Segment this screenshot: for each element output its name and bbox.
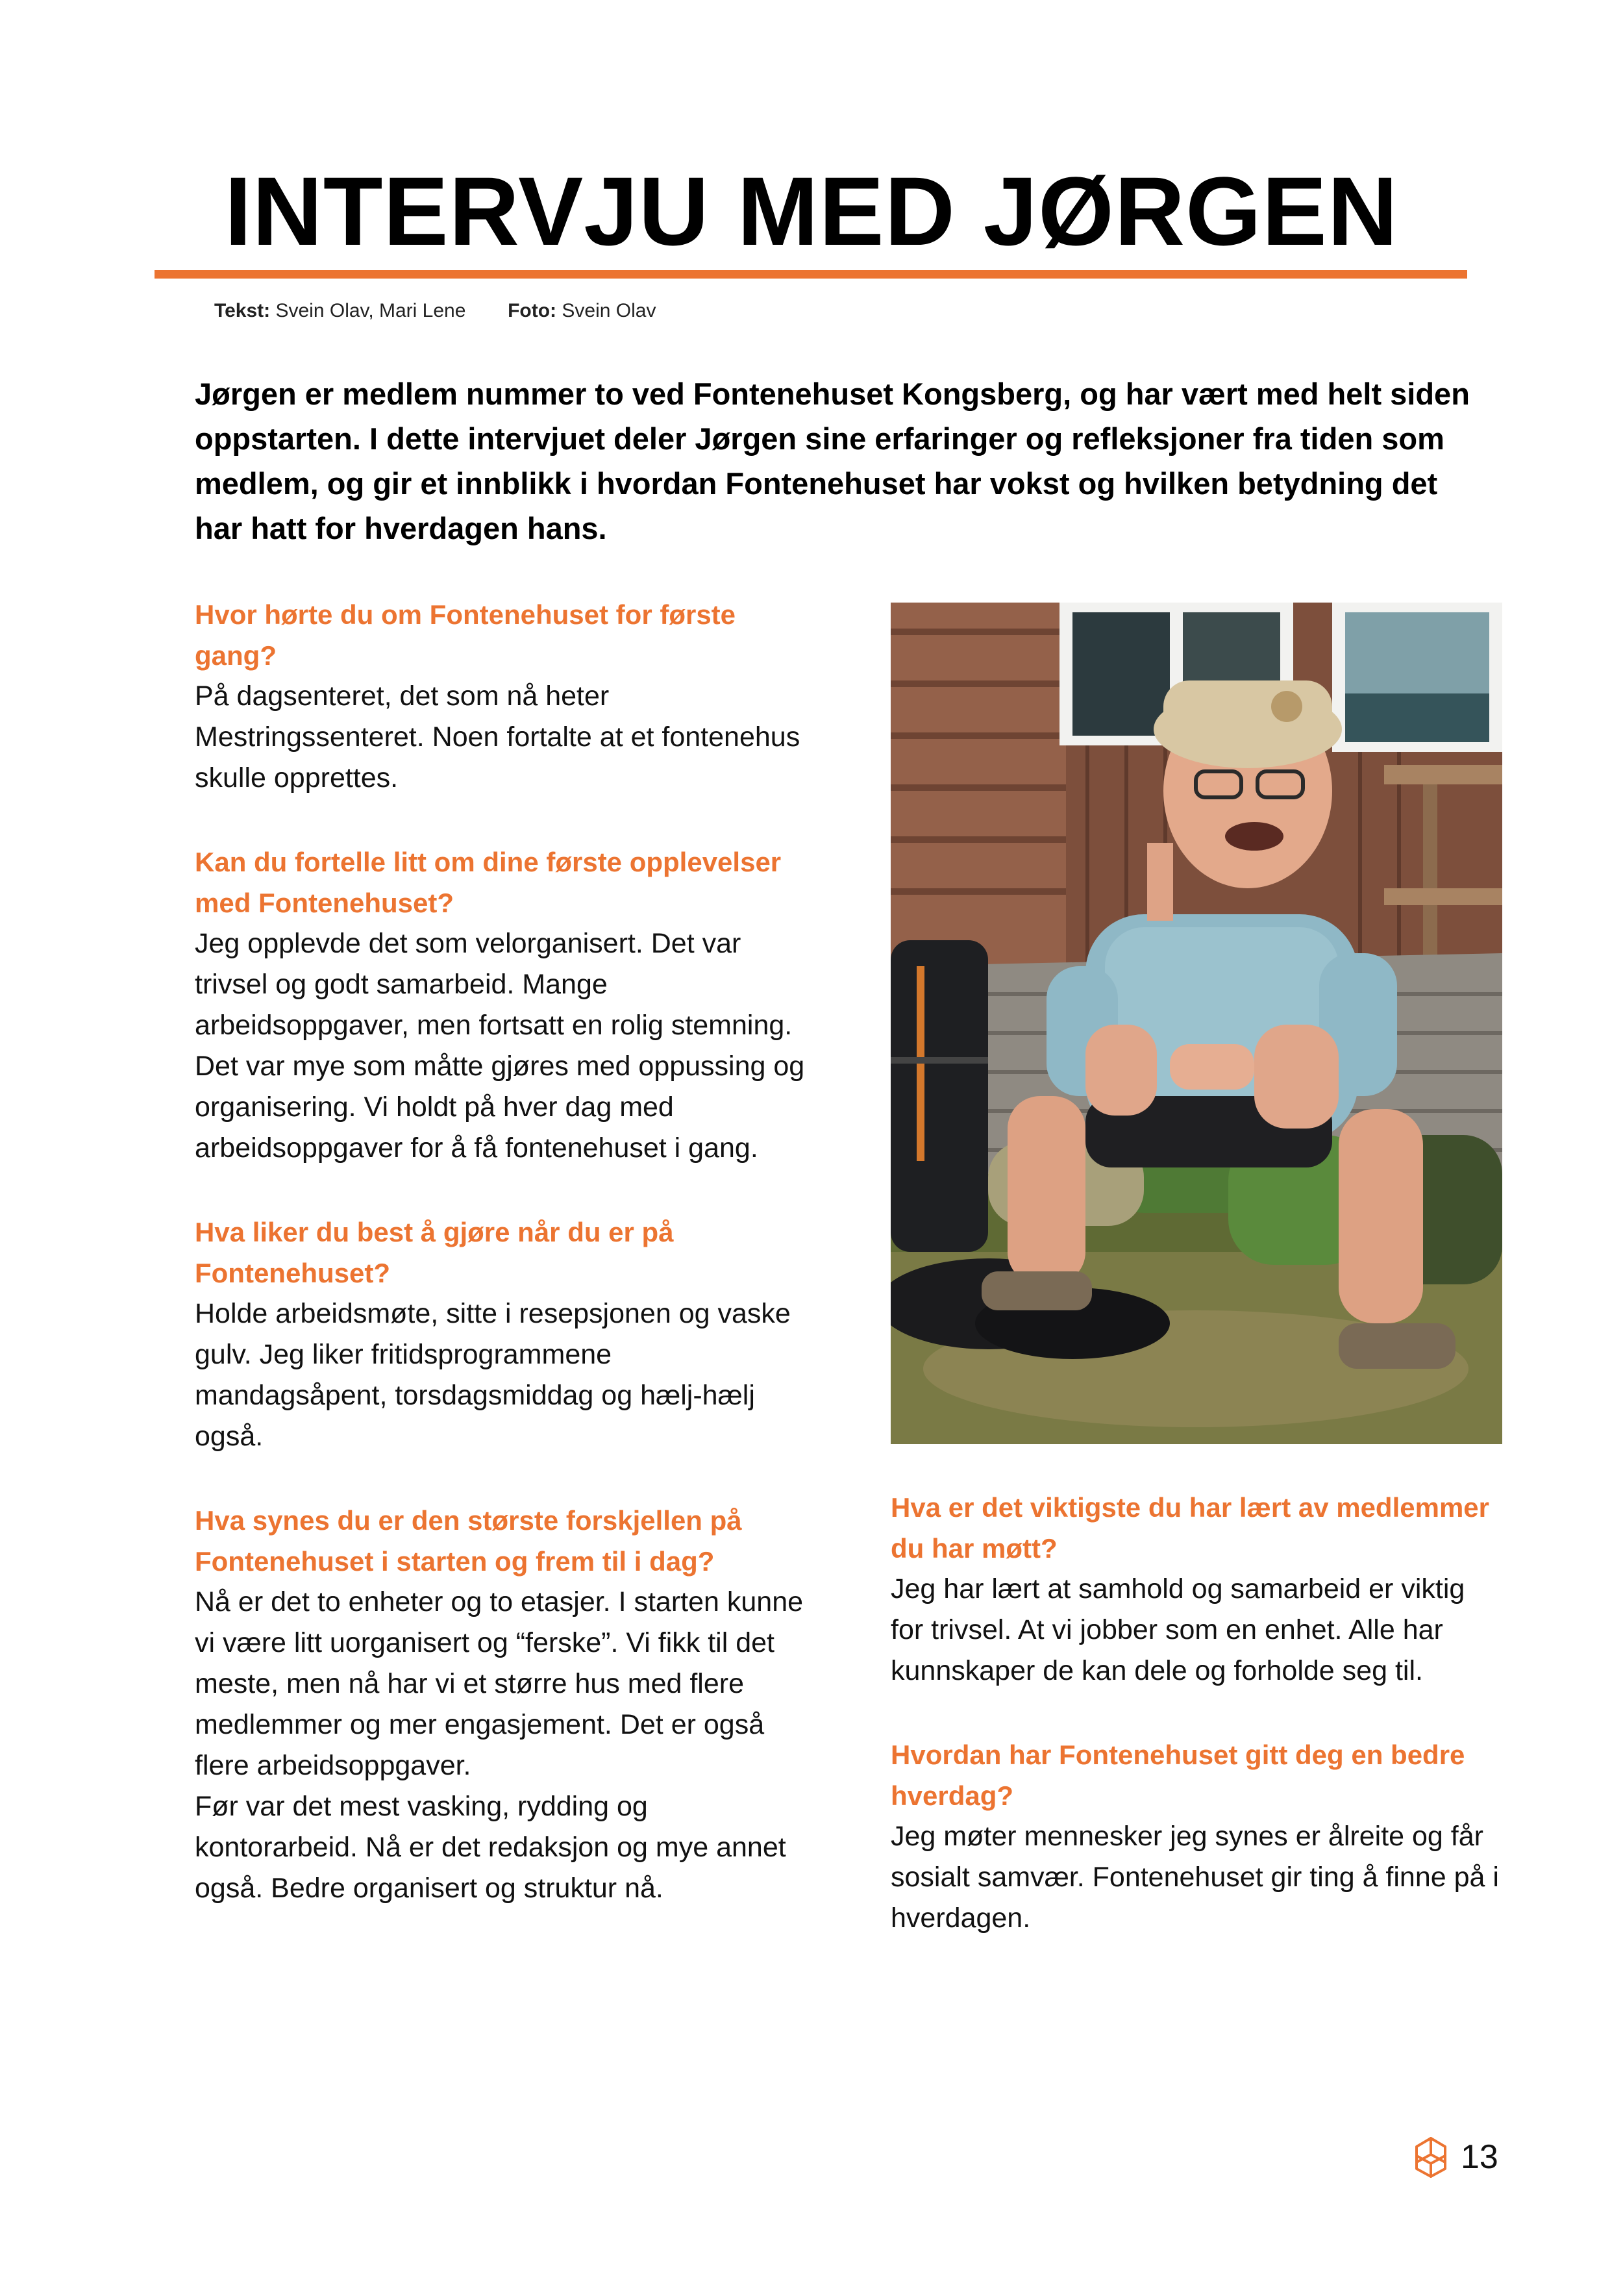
answer-continued: Før var det mest vasking, rydding og kontorarbeid. Nå er det redaksjon og mye annet også. Bedre organisert og struktur nå. <box>195 1791 786 1904</box>
text-credit-label: Tekst: <box>214 300 271 321</box>
qa-block <box>891 1487 1501 1691</box>
left-column <box>195 594 805 1952</box>
photo-credit-label: Foto: <box>508 300 557 321</box>
fontenehuset-logo-icon <box>1413 2136 1449 2178</box>
question: Hva liker du best å gjøre når du er på Fontenehuset? <box>195 1217 674 1288</box>
qa-block <box>195 1500 805 1909</box>
answer: Holde arbeidsmøte, sitte i resepsjonen og vaske gulv. Jeg liker fritidsprogrammene mandagsåpent, torsdagsmiddag og hælj-hælj også. <box>195 1298 791 1452</box>
qa-block <box>891 1734 1501 1939</box>
lead-paragraph: Jørgen er medlem nummer to ved Fontenehuset Kongsberg, og har vært med helt siden oppstarten. I dette intervjuet deler Jørgen sine erfaringer og refleksjoner fra tiden som medlem, og gir et innblikk i hvordan Fontenehuset har vokst og hvilken betydning det har hatt for hverdagen hans. <box>195 377 1470 545</box>
photo-illustration <box>891 603 1502 1444</box>
qa-block <box>195 1212 805 1457</box>
right-column <box>891 1487 1501 1982</box>
question: Hva synes du er den største forskjellen på Fontenehuset i starten og frem til i dag? <box>195 1505 742 1577</box>
text-credit-value: Svein Olav, Mari Lene <box>275 300 466 321</box>
page-number: 13 <box>1461 2138 1498 2176</box>
question: Hvor hørte du om Fontenehuset for første gang? <box>195 599 736 671</box>
interview-photo <box>891 603 1502 1444</box>
backpack <box>891 940 988 1252</box>
question: Hvordan har Fontenehuset gitt deg en bedre hverdag? <box>891 1740 1465 1811</box>
title-underline <box>155 270 1467 279</box>
credits <box>214 300 656 322</box>
qa-block <box>195 842 805 1169</box>
answer: Jeg møter mennesker jeg synes er ålreite og får sosialt samvær. Fontenehuset gir ting å finne på i hverdagen. <box>891 1821 1499 1934</box>
page-title: INTERVJU MED JØRGEN <box>224 156 1399 266</box>
answer: På dagsenteret, det som nå heter Mestringssenteret. Noen fortalte at et fontenehus skulle opprettes. <box>195 680 800 793</box>
answer: Jeg har lært at samhold og samarbeid er viktig for trivsel. At vi jobber som en enhet. Alle har kunnskaper de kan dele og forholde seg til. <box>891 1573 1465 1686</box>
question: Hva er det viktigste du har lært av medlemmer du har møtt? <box>891 1492 1490 1564</box>
photo-credit-value: Svein Olav <box>562 300 656 321</box>
qa-block <box>195 594 805 799</box>
question: Kan du fortelle litt om dine første opplevelser med Fontenehuset? <box>195 847 782 918</box>
answer: Jeg opplevde det som velorganisert. Det var trivsel og godt samarbeid. Mange arbeidsoppgaver, men fortsatt en rolig stemning. Det var mye som måtte gjøres med oppussing og organisering. Vi holdt på hver dag med arbeidsoppgaver for å få fontenehuset i gang. <box>195 928 805 1164</box>
answer: Nå er det to enheter og to etasjer. I starten kunne vi være litt uorganisert og “ferske”. Vi fikk til det meste, men nå har vi et større hus med flere medlemmer og mer engasjement. Det er også flere arbeidsoppgaver. <box>195 1586 804 1781</box>
